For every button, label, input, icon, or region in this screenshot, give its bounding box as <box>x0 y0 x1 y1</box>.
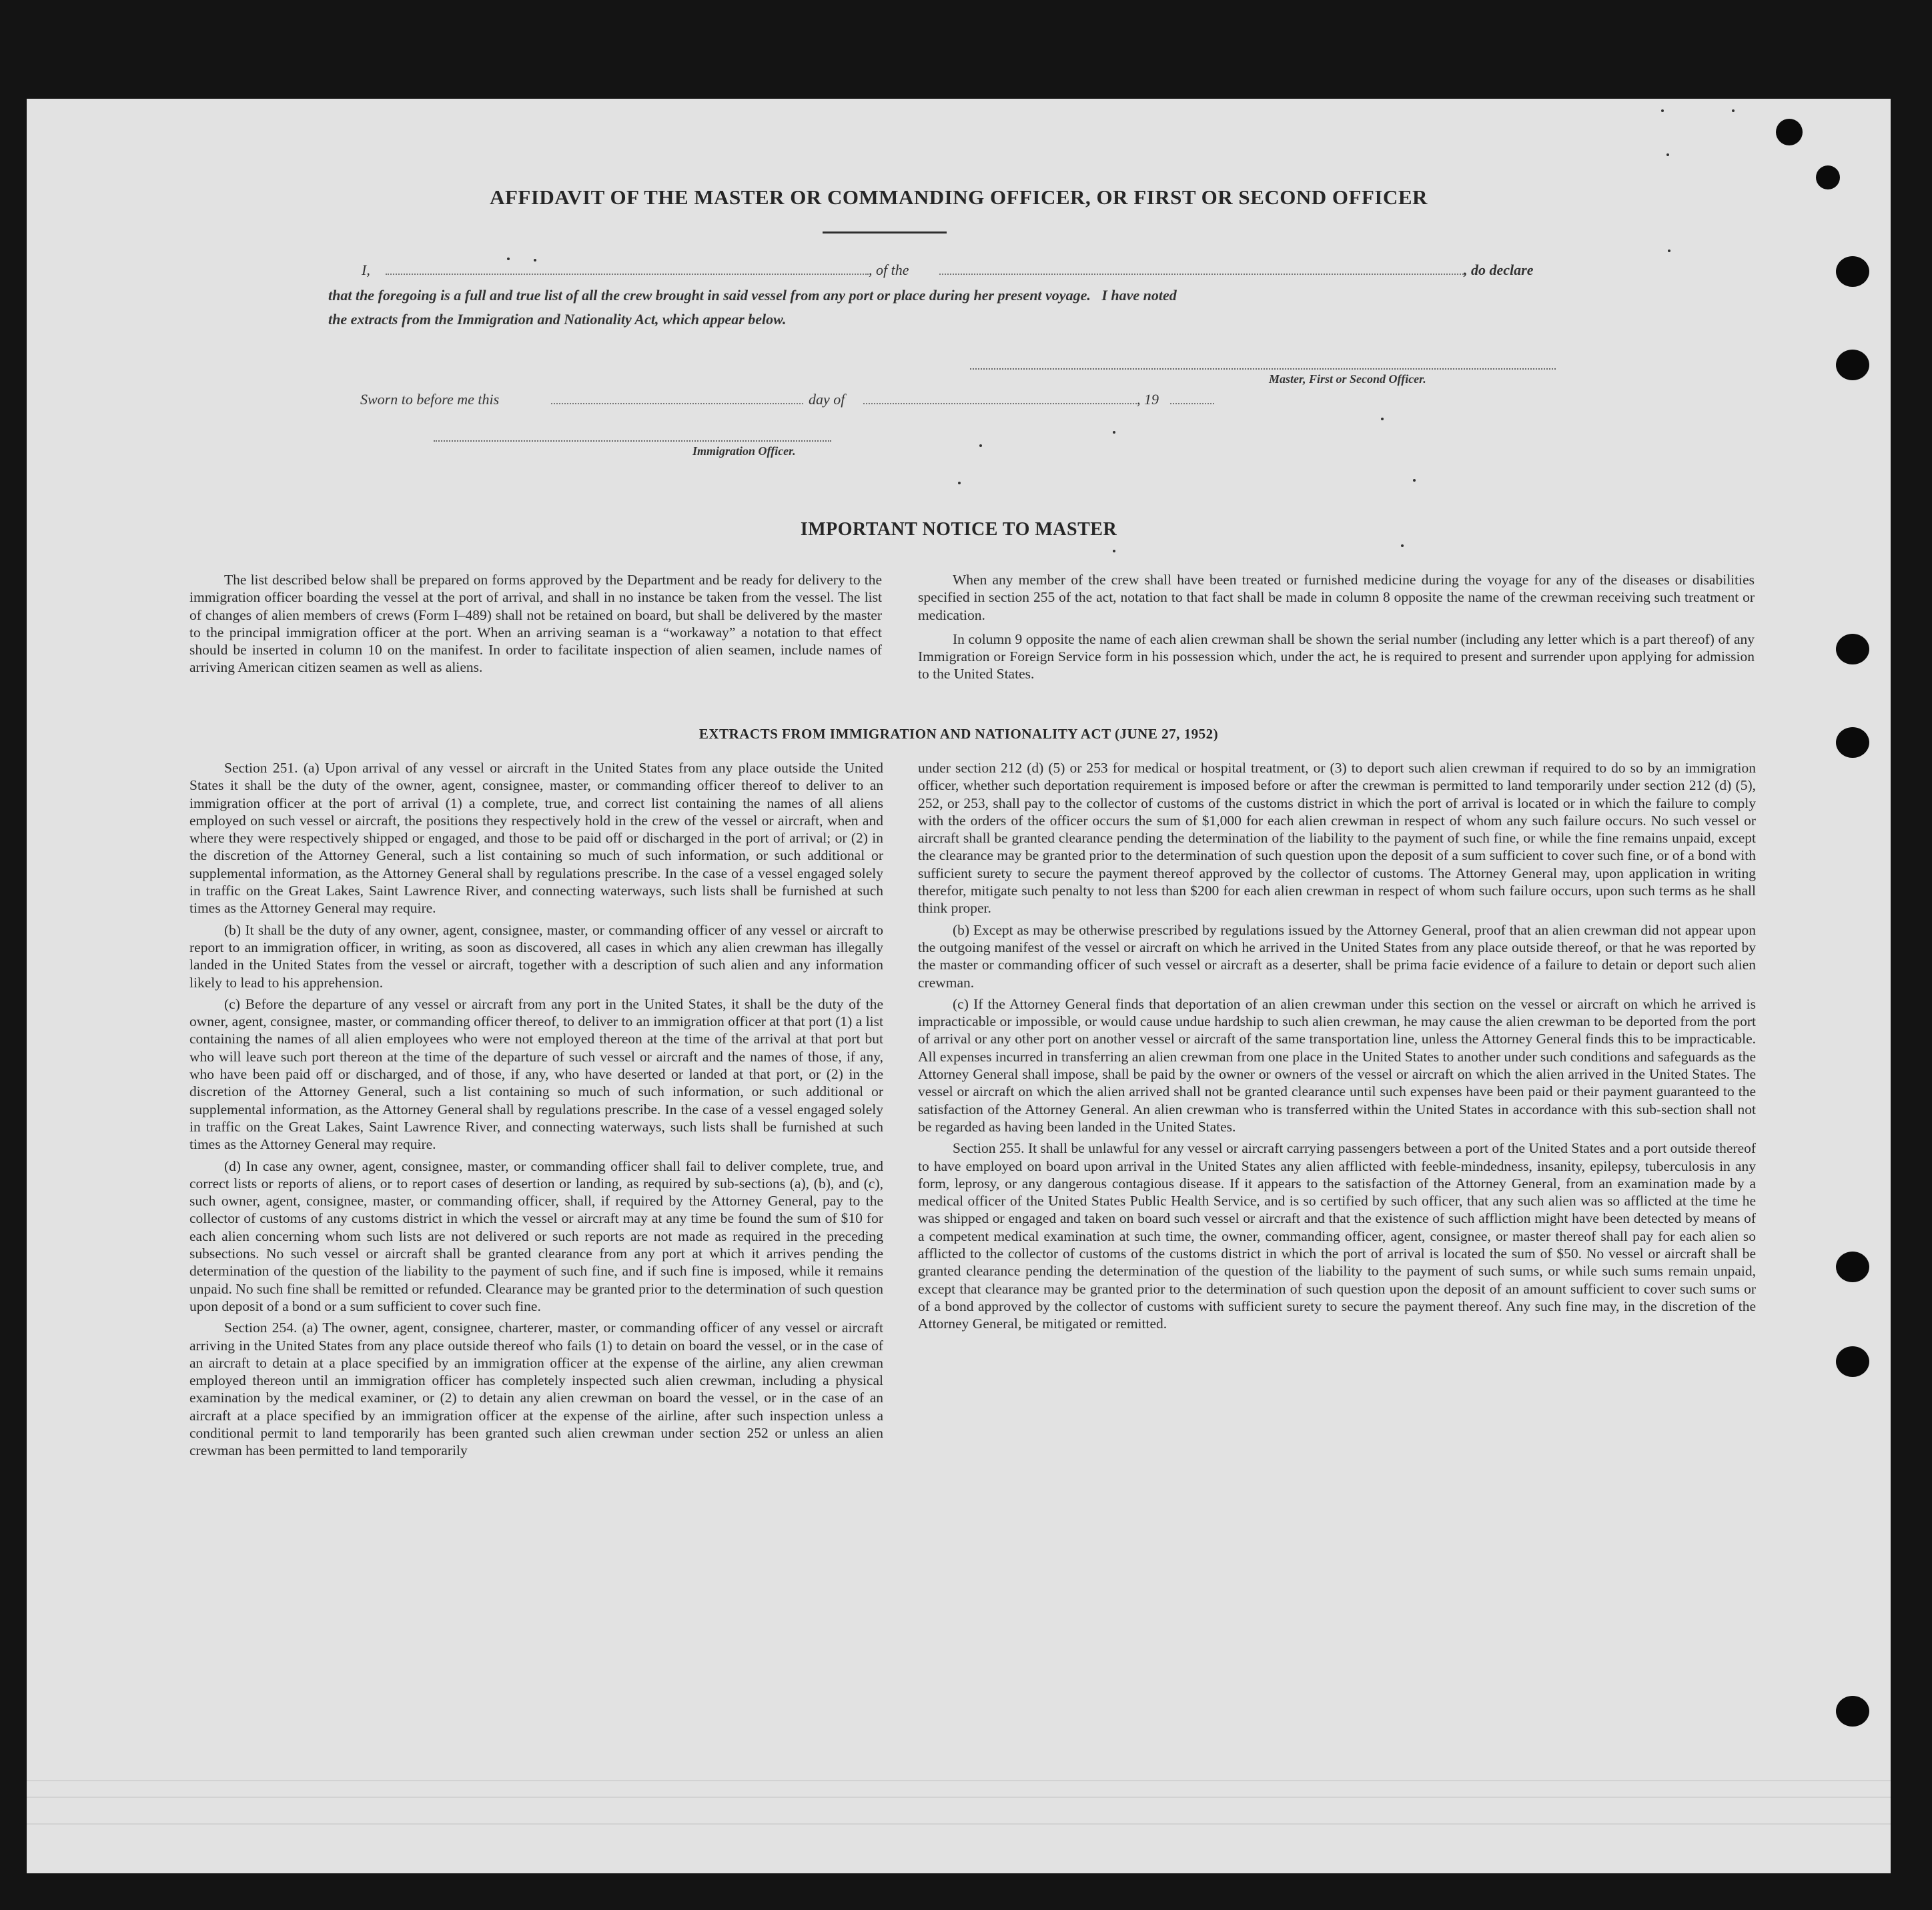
sworn-label: Sworn to before me this <box>360 391 500 408</box>
extracts-left-column <box>189 759 883 1464</box>
name-blank[interactable] <box>386 274 869 275</box>
officer-signature-line[interactable] <box>434 440 831 442</box>
notice-right-column <box>918 571 1755 687</box>
punch-hole <box>1836 634 1869 664</box>
sworn-year-blank[interactable] <box>1170 403 1214 404</box>
speck <box>1732 109 1735 112</box>
speck <box>1661 109 1664 112</box>
notice-paragraph: When any member of the crew shall have been treated or furnished medicine during the voyage for any of the diseases or disabilities specified in section 255 of the act, notation to that fact shall be made in column 8 opposite the name of the crewman receiving such treatment or medication. <box>918 572 1755 623</box>
notice-paragraph: The list described below shall be prepared on forms approved by the Department and be ready for delivery to the immigration officer boarding the vessel at the port of arrival, and shall in no instance be taken from the vessel. The list of changes of alien members of crews (Form I–489) shall not be retained on board, but shall be delivered by the master to the principal immigration officer at the port. When an arriving seaman is a “workaway” a notation to that effect should be inserted in column 10 on the manifest. In order to facilitate inspection of alien seamen, include names of arriving American citizen seamen as well as aliens. <box>189 572 882 676</box>
officer-signature-label: Immigration Officer. <box>692 444 796 458</box>
speck <box>1668 250 1670 252</box>
extracts-title: EXTRACTS FROM IMMIGRATION AND NATIONALITY ACT (JUNE 27, 1952) <box>698 726 1219 742</box>
affidavit-title: AFFIDAVIT OF THE MASTER OR COMMANDING OFFICER, OR FIRST OR SECOND OFFICER <box>490 185 1428 209</box>
affidavit-statement-line: that the foregoing is a full and true list of all the crew brought in said vessel from any port or place during her present voyage. I have noted <box>328 287 1177 304</box>
scan-band <box>27 1780 1891 1781</box>
punch-hole <box>1776 119 1803 145</box>
punch-hole <box>1836 1252 1869 1282</box>
speck <box>979 444 982 447</box>
speck <box>1113 550 1115 552</box>
speck <box>507 258 510 260</box>
document-page <box>27 99 1891 1873</box>
affidavit-do-declare-label: , do declare <box>1464 262 1534 278</box>
speck <box>1113 431 1115 434</box>
speck <box>1413 479 1416 482</box>
vessel-blank[interactable] <box>939 274 1464 275</box>
title-rule <box>823 231 947 233</box>
act-section-paragraph: under section 212 (d) (5) or 253 for medical or hospital treatment, or (3) to deport such alien crewman if required to do so by an immigration officer, whether such deportation requirement is imposed before or after the crewman is permitted to land temporarily under section 212 (d) (5), 252, or 253, shall pay to the collector of customs of the customs district in which the port of arrival is located or in which the failure to comply with the orders of the officer occurs the sum of $1,000 for each alien crewman in respect of whom any such failure occurs. No such vessel or aircraft shall be granted clearance pending the determination of the liability to the payment of such fine, or while the fine remains unpaid, except the clearance may be granted prior to the determination of such question upon the deposit of a sum sufficient to cover such fine, or of a bond with sufficient surety to secure the payment thereof approved by the collector of customs. The Attorney General may, upon application in writing therefor, mitigate such penalty to not less than $200 for each alien crewman in respect of whom such failure occurs, upon such terms as he shall think proper. <box>918 760 1756 917</box>
speck <box>1381 418 1384 420</box>
sworn-month-blank[interactable] <box>863 403 1137 404</box>
year-label: , 19 <box>1137 391 1159 408</box>
notice-title: IMPORTANT NOTICE TO MASTER <box>800 519 1117 540</box>
master-signature-line[interactable] <box>970 368 1556 370</box>
affidavit-statement-line-2: the extracts from the Immigration and Nationality Act, which appear below. <box>328 311 787 328</box>
notice-left-column <box>189 571 882 680</box>
punch-hole <box>1836 1346 1869 1377</box>
notice-paragraph: In column 9 opposite the name of each alien crewman shall be shown the serial number (including any letter which is a part thereof) of any Immigration or Foreign Service form in his possession which, under the act, he is required to present and surrender upon applying for admission to the United States. <box>918 630 1755 682</box>
speck <box>534 259 536 262</box>
act-section-paragraph: (b) Except as may be otherwise prescribed by regulations issued by the Attorney General, proof that an alien crewman did not appear upon the outgoing manifest of the vessel or aircraft on which he arrived in the United States from any place outside thereof, or that he was reported by the master or commanding officer of such vessel or aircraft as a deserter, shall be prima facie evidence of a failure to detain or deport such alien crewman. <box>918 921 1756 991</box>
scan-band <box>27 1823 1891 1825</box>
speck <box>958 482 961 484</box>
affidavit-of-the-label: , of the <box>869 262 909 278</box>
punch-hole <box>1836 256 1869 287</box>
punch-hole <box>1836 350 1869 380</box>
act-section-paragraph: (d) In case any owner, agent, consignee, master, or commanding officer shall fail to deliver complete, true, and correct lists or reports of aliens, or to report cases of desertion or landing, as required by sub-sections (a), (b), and (c), such owner, agent, consignee, master, or commanding officer, shall, if required by the Attorney General, pay to the collector of customs of any customs district in which the vessel or aircraft may at any time be found the sum of $10 for each alien concerning whom such lists are not delivered or such reports are not made as required in the preceding subsections. No such vessel or aircraft shall be granted clearance from any port at which it arrives pending the determination of the question of the liability to the payment of such fine, and if such fine is imposed, while it remains unpaid. No such fine shall be remitted or refunded. Clearance may be granted prior to the determination of such question upon deposit of a bond or a sum sufficient to cover such fine. <box>189 1157 883 1314</box>
act-section-paragraph: (c) If the Attorney General finds that deportation of an alien crewman under this section on the vessel or aircraft on which he arrived is impracticable or impossible, or would cause undue hardship to such alien crewman, he may cause the alien crewman to be deported from the port of arrival or any other port on another vessel or aircraft of the same transportation line, unless the Attorney General finds this to be impracticable. All expenses incurred in transferring an alien crewman from one place in the United States to another under such conditions and safeguards as the Attorney General shall impose, shall be paid by the owner or owners of the vessel or aircraft on which the alien arrived in the United States. The vessel or aircraft on which the alien arrived shall not be granted clearance until such expenses have been paid or their payment guaranteed to the satisfaction of the Attorney General. An alien crewman who is transferred within the United States in accordance with this sub-section shall not be regarded as having been landed in the United States. <box>918 995 1756 1135</box>
act-section-paragraph: Section 254. (a) The owner, agent, consignee, charterer, master, or commanding officer of any vessel or aircraft arriving in the United States from any place outside thereof who fails (1) to detain on board the vessel, or in the case of an aircraft to detain at a place specified by an immigration officer at the expense of the airline, any alien crewman employed thereon until an immigration officer has completely inspected such alien crewman, including a physical examination by the medical examiner, or (2) to detain any alien crewman on board the vessel, or in the case of an aircraft at a place specified by an immigration officer at the expense of the airline, after such inspection unless a conditional permit to land temporarily has been granted such alien crewman under section 252 or unless an alien crewman has been permitted to land temporarily <box>189 1320 883 1459</box>
master-signature-label: Master, First or Second Officer. <box>1269 372 1426 386</box>
punch-hole <box>1836 1696 1869 1727</box>
speck <box>1401 544 1404 547</box>
extracts-right-column <box>918 759 1756 1337</box>
sworn-day-blank[interactable] <box>551 403 803 404</box>
act-section-paragraph: Section 251. (a) Upon arrival of any vessel or aircraft in the United States from any place outside the United States it shall be the duty of the owner, agent, consignee, master, or commanding officer thereof to deliver to an immigration officer at the port of arrival (1) a complete, true, and correct list containing the names of all aliens employed on such vessel or aircraft, the positions they respectively hold in the crew of the vessel or aircraft, when and where they were respectively shipped or engaged, and those to be paid off or discharged in the port of arrival; or (2) in the discretion of the Attorney General, such a list containing so much of such information, or such additional or supplemental information, as the Attorney General shall by regulations prescribe. In the case of a vessel engaged solely in traffic on the Great Lakes, Saint Lawrence River, and connecting waterways, such lists shall be furnished at such times as the Attorney General may require. <box>189 760 883 917</box>
speck <box>1666 153 1669 156</box>
act-section-paragraph: (c) Before the departure of any vessel or aircraft from any port in the United States, it shall be the duty of the owner, agent, consignee, master, or commanding officer thereof, to deliver to an immigration officer at that port (1) a list containing the names of all alien employees who were not employed thereon at the time of the arrival at that port but who will leave such port thereon at the time of the departure of such vessel or aircraft and the names of those, if any, who have been paid off or discharged, and of those, if any, who have deserted or landed at that port, or (2) in the discretion of the Attorney General, such a list containing so much of such information, or such additional or supplemental information, as the Attorney General shall by regulations prescribe. In the case of a vessel engaged solely in traffic on the Great Lakes, Saint Lawrence River, and connecting waterways, such lists shall be furnished at such times as the Attorney General may require. <box>189 995 883 1153</box>
day-of-label: day of <box>809 391 845 408</box>
scan-band <box>27 1797 1891 1798</box>
affidavit-i-label: I, <box>362 262 370 278</box>
act-section-paragraph: Section 255. It shall be unlawful for any vessel or aircraft carrying passengers between a port of the United States and a port outside thereof to have employed on board upon arrival in the United States any alien afflicted with feeble-mindedness, insanity, epilepsy, tuberculosis in any form, leprosy, or any dangerous contagious disease. If it appears to the satisfaction of the Attorney General, from an examination made by a medical officer of the United States Public Health Service, and is so certified by such officer, that any such alien was so afflicted at the time he was shipped or engaged and taken on board such vessel or aircraft and that the existence of such affliction might have been detected by means of a competent medical examination at such time, the owner, commanding officer, agent, consignee, or master thereof shall pay for each alien so afflicted to the collector of customs of the customs district in which the port of arrival is located the sum of $50. No vessel or aircraft shall be granted clearance pending the determination of the question of the liability to the payment of such sums, or while such sums remain unpaid, except that clearance may be granted prior to the determination of such question upon the deposit of an amount sufficient to cover such sums or of a bond approved by the collector of customs with sufficient surety to secure the payment thereof. Any such fine may, in the discretion of the Attorney General, be mitigated or remitted. <box>918 1140 1756 1332</box>
act-section-paragraph: (b) It shall be the duty of any owner, agent, consignee, master, or commanding officer of any vessel or aircraft to report to an immigration officer, in writing, as soon as discovered, all cases in which any alien crewman has illegally landed in the United States from the vessel or aircraft, together with a description of such alien and any information likely to lead to his apprehension. <box>189 921 883 991</box>
